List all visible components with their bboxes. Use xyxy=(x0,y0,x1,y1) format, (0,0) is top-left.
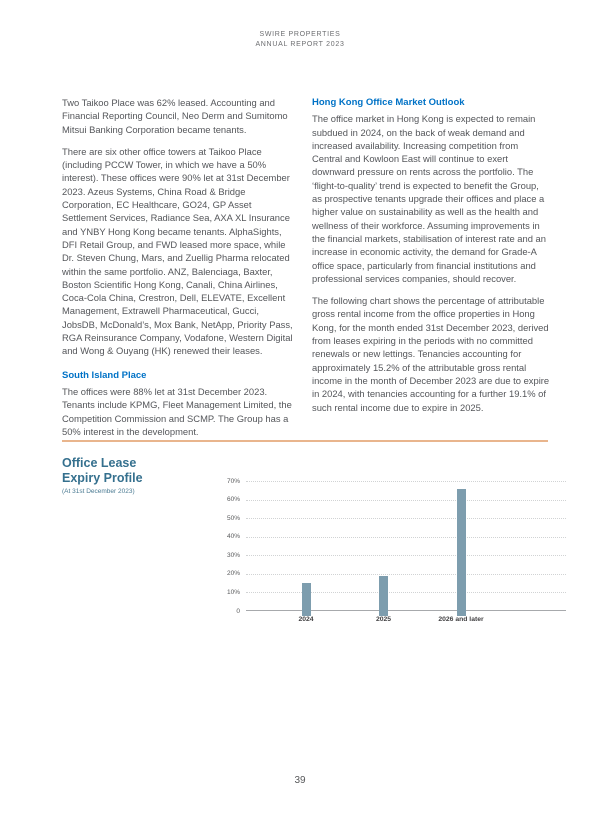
y-tick-label: 60% xyxy=(226,496,240,504)
bar-2024 xyxy=(302,583,311,616)
bar-2025 xyxy=(379,576,388,616)
chart-title-block xyxy=(62,456,212,495)
heading-south-island-place: South Island Place xyxy=(62,369,147,381)
y-tick-label: 30% xyxy=(226,551,240,559)
gridline xyxy=(246,537,566,538)
right-paragraph-1: The office market in Hong Kong is expected to remain subdued in 2024, on the back of weak demand and increased availability. Increasing competition from Central and Kowloon East will continue to exert downward pressure on rents across the portfolio. The ‘flight-to-quality’ trend is expected to benefit the Group, as prospective tenants upgrade their offices and place a higher value on sustainability as well as the health and wellness of their workforce. Assuming improvements in the financial markets, stabilisation of interest rate and an increase in economic activity, the demand for Grade-A office space, particularly from financial institutions and professional services companies, should recover. xyxy=(312,113,546,284)
header-company: SWIRE PROPERTIES xyxy=(259,31,341,38)
x-tick-label: 2024 xyxy=(298,616,314,623)
x-axis-line xyxy=(246,610,566,611)
left-paragraph-2: There are six other office towers at Taikoo Place (including PCCW Tower, in which we have a 50% interest). These offices were 90% let at 31st December 2023. Azeus Systems, China Road & Bridge Corporation, EC Healthcare, GO24, GP Asset Settlement Services, Radiance Sea, AXA XL Insurance and YNBY Hong Kong became tenants. AlphaSights, DFI Retail Group, and FWD leased more space, while Dr. Steven Chung, Mars, and Zuellig Pharma relocated within the same portfolio. ANZ, Balenciaga, Baxter, Boston Scientific Hong Kong, Canali, China Airlines, Coca-Cola China, Crestron, Dell, ELEVATE, Excellent Management, Extrawell Pharmaceutical, Gucci, JobsDB, McDonald’s, Mox Bank, NetApp, Priority Pass, RGA Reinsurance Company, Vodafone, Western Digital and Wong & Ouyang (HK) renewed their leases. xyxy=(62,145,293,357)
gridline xyxy=(246,592,566,593)
left-paragraph-3: The offices were 88% let at 31st December 2023. Tenants include KPMG, Fleet Management Limited, the Competition Commission and SCMP. The Group has a 50% interest in the development. xyxy=(62,385,292,437)
page-number: 39 xyxy=(294,775,306,786)
x-tick-label: 2026 and later xyxy=(438,616,484,623)
header-report-title: ANNUAL REPORT 2023 xyxy=(255,41,345,48)
y-tick-label: 0 xyxy=(236,607,240,615)
chart-subtitle: (At 31st December 2023) xyxy=(62,488,135,495)
chart-y-axis xyxy=(196,477,240,621)
y-tick-label: 70% xyxy=(226,477,240,485)
left-column xyxy=(62,96,294,447)
gridline xyxy=(246,518,566,519)
chart-x-axis xyxy=(246,616,566,628)
section-divider xyxy=(62,440,548,442)
y-tick-label: 10% xyxy=(226,588,240,596)
report-header xyxy=(0,30,600,50)
y-tick-label: 20% xyxy=(226,570,240,578)
chart-plot xyxy=(246,481,566,611)
gridline xyxy=(246,555,566,556)
left-paragraph-1: Two Taikoo Place was 62% leased. Accounting and Financial Reporting Council, Neo Derm and Sumitomo Mitsui Banking Corporation became tenants. xyxy=(62,97,288,135)
bar-2026 and later xyxy=(457,489,466,616)
gridline xyxy=(246,481,566,482)
gridline xyxy=(246,500,566,501)
chart-title-line2: Expiry Profile xyxy=(62,471,143,485)
y-tick-label: 50% xyxy=(226,514,240,522)
heading-hk-office-market-outlook: Hong Kong Office Market Outlook xyxy=(312,97,465,108)
chart-title-line1: Office Lease xyxy=(62,456,137,470)
gridline xyxy=(246,574,566,575)
right-column xyxy=(312,96,550,423)
x-tick-label: 2025 xyxy=(375,616,392,623)
right-paragraph-2: The following chart shows the percentage of attributable gross rental income from the office properties in Hong Kong, for the month ended 31st December 2023, derived from leases expiring in the periods with no committed renewals or new lettings. Tenancies accounting for approximately 15.2% of the attributable gross rental income in the month of December 2023 are due to expire in 2024, with tenancies accounting for a further 19.1% of such rental income due to expire in 2025. xyxy=(312,295,550,413)
y-tick-label: 40% xyxy=(226,533,240,541)
